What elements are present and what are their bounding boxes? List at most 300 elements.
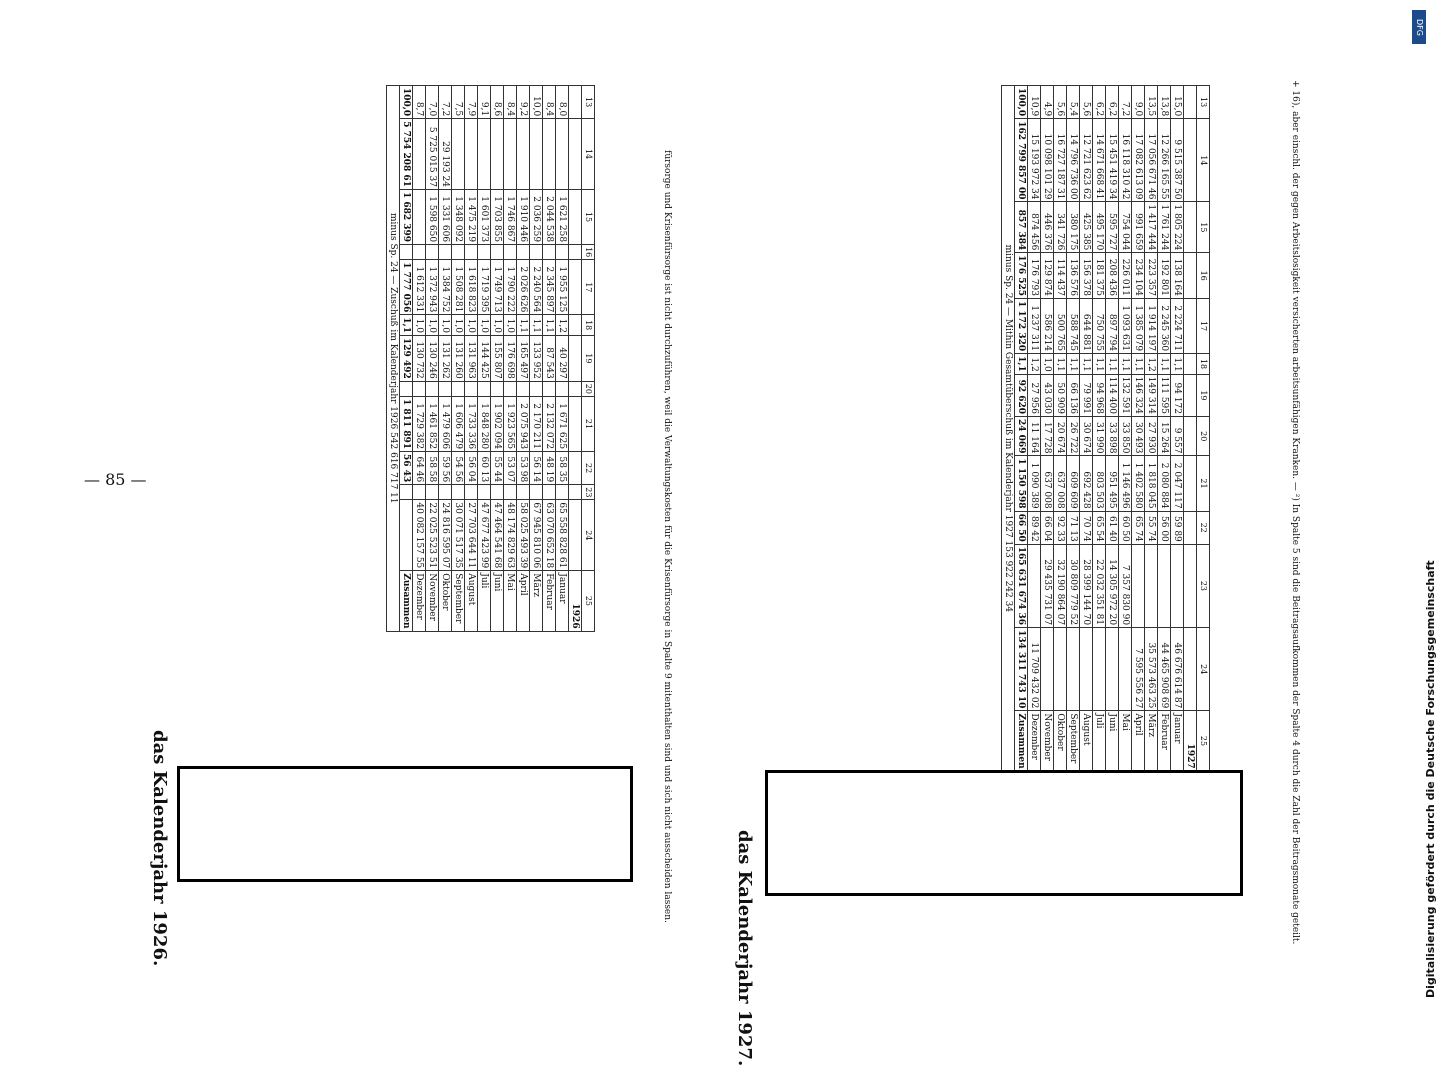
table-title-1926: das Kalenderjahr 1926. — [149, 730, 170, 967]
table-cell: 1,0 — [1041, 354, 1054, 375]
total-cell: 1 682 399 — [400, 189, 413, 244]
table-cell: 1,2 — [1028, 354, 1041, 375]
table-cell: 9 557 — [1171, 417, 1184, 456]
table-row — [543, 86, 556, 632]
table-cell: 26 722 — [1067, 417, 1080, 456]
table-cell: 111 595 — [1158, 374, 1171, 416]
month-cell: April — [1132, 711, 1145, 771]
table-cell: 874 456 — [1028, 202, 1041, 253]
table-cell — [452, 485, 465, 500]
table-cell: 79 991 — [1080, 374, 1093, 416]
total-cell: 134 311 743 10 — [1015, 628, 1028, 711]
table-cell: 7,9 — [465, 86, 478, 119]
table-row — [1106, 86, 1119, 772]
table-cell — [1184, 374, 1197, 416]
table-cell: 30 674 — [1080, 417, 1093, 456]
table-cell: 637 008 — [1041, 456, 1054, 511]
table-cell: 1,0 — [478, 315, 491, 336]
table-cell: 48 174 829 63 — [504, 500, 517, 571]
total-cell: 1 777 056 — [400, 260, 413, 315]
table-cell: 1 818 045 — [1145, 456, 1158, 511]
total-cell: 1,1 — [1015, 354, 1028, 375]
table-1927-container — [1001, 85, 1210, 772]
table-cell: 114 437 — [1054, 253, 1067, 299]
table-cell — [491, 119, 504, 190]
highlight-box-1926 — [177, 766, 633, 882]
table-cell: 495 170 — [1093, 202, 1106, 253]
table-cell: 40 297 — [556, 336, 569, 382]
table-cell — [439, 381, 452, 396]
table-cell: 67 945 810 06 — [530, 500, 543, 571]
table-cell: 1 372 943 — [426, 260, 439, 315]
table-cell: 58 35 — [556, 452, 569, 485]
month-cell: Januar — [556, 571, 569, 631]
table-cell: 144 425 — [478, 336, 491, 382]
table-cell: 14 671 668 41 — [1093, 119, 1106, 202]
table-cell: 10 098 101 29 — [1041, 119, 1054, 202]
table-cell — [1093, 628, 1106, 711]
table-cell: 28 399 144 70 — [1080, 544, 1093, 627]
table-cell — [1158, 544, 1171, 627]
column-number: 18 — [1197, 354, 1210, 375]
table-cell: 94 968 — [1093, 374, 1106, 416]
table-cell: 1,1 — [1106, 354, 1119, 375]
table-cell: 1 606 479 — [452, 396, 465, 451]
table-cell — [1184, 417, 1197, 456]
table-cell — [1184, 544, 1197, 627]
table-cell — [543, 245, 556, 260]
table-cell — [569, 315, 582, 336]
total-cell — [400, 381, 413, 396]
table-cell: 165 497 — [517, 336, 530, 382]
table-cell: 7,2 — [1119, 86, 1132, 119]
highlight-box-1927 — [765, 770, 1243, 896]
table-cell — [569, 396, 582, 451]
table-cell: 92 33 — [1054, 511, 1067, 544]
table-cell: 1,1 — [1093, 354, 1106, 375]
column-number: 25 — [1197, 711, 1210, 771]
table-cell: 2 240 564 — [530, 260, 543, 315]
table-cell — [1184, 119, 1197, 202]
table-cell — [413, 381, 426, 396]
table-cell: 133 952 — [530, 336, 543, 382]
table-cell: 20 674 — [1054, 417, 1067, 456]
month-cell: September — [1067, 711, 1080, 771]
table-cell: 47 677 423 99 — [478, 500, 491, 571]
month-cell: Mai — [1119, 711, 1132, 771]
table-cell — [426, 485, 439, 500]
month-cell: Oktober — [439, 571, 452, 631]
table-cell — [1132, 544, 1145, 627]
month-cell: Mai — [504, 571, 517, 631]
month-cell: März — [1145, 711, 1158, 771]
table-cell: 65 74 — [1132, 511, 1145, 544]
month-cell: Dezember — [413, 571, 426, 631]
table-cell — [426, 245, 439, 260]
table-cell — [478, 245, 491, 260]
table-cell: 17 728 — [1041, 417, 1054, 456]
table-cell — [413, 189, 426, 244]
table-cell: 43 030 — [1041, 374, 1054, 416]
table-cell — [543, 485, 556, 500]
table-cell: 59 89 — [1171, 511, 1184, 544]
table-cell — [491, 485, 504, 500]
footnote-1927: + 16), aber einschl. der gegen Arbeitslosigkeit versicherten arbeitsunfähigen Kranken. — ²) In Spalte 5 sind die Beitragsaufkommen der Spalte 4 durch die Zahl der Beitragsmonate geteilt. — [1290, 80, 1300, 945]
table-cell — [569, 119, 582, 190]
table-cell: 1,1 — [517, 315, 530, 336]
table-cell: 16 727 187 31 — [1054, 119, 1067, 202]
table-cell: 66 136 — [1067, 374, 1080, 416]
table-cell — [439, 485, 452, 500]
table-cell — [1106, 628, 1119, 711]
table-cell — [543, 381, 556, 396]
table-cell: 131 260 — [452, 336, 465, 382]
table-cell: 1,1 — [1171, 354, 1184, 375]
table-cell — [1041, 628, 1054, 711]
table-cell: 1,2 — [1145, 354, 1158, 375]
table-cell — [517, 381, 530, 396]
table-cell: 951 495 — [1106, 456, 1119, 511]
table-cell: 35 573 463 25 — [1145, 628, 1158, 711]
total-cell: 56 43 — [400, 452, 413, 485]
table-cell — [465, 245, 478, 260]
table-cell: 8,4 — [543, 86, 556, 119]
table-cell: 1 348 092 — [452, 189, 465, 244]
table-cell: 1,0 — [491, 315, 504, 336]
table-cell: 2 044 538 — [543, 189, 556, 244]
table-cell: 500 765 — [1054, 299, 1067, 354]
table-cell — [504, 245, 517, 260]
table-cell: 24 816 595 07 — [439, 500, 452, 571]
table-cell: 9,2 — [517, 86, 530, 119]
table-row — [1028, 86, 1041, 772]
table-cell: 66 04 — [1041, 511, 1054, 544]
column-number: 15 — [1197, 202, 1210, 253]
column-number: 13 — [582, 86, 595, 119]
table-row — [1041, 86, 1054, 772]
column-number: 17 — [582, 260, 595, 315]
table-cell — [1028, 544, 1041, 627]
table-cell — [530, 119, 543, 190]
table-cell: 1 475 219 — [465, 189, 478, 244]
month-cell: Februar — [1158, 711, 1171, 771]
table-cell: 1 805 224 — [1171, 202, 1184, 253]
table-cell: 234 104 — [1132, 253, 1145, 299]
table-cell — [569, 260, 582, 315]
table-cell — [530, 245, 543, 260]
table-cell: 8,7 — [413, 86, 426, 119]
table-cell: 156 378 — [1080, 253, 1093, 299]
total-cell — [400, 245, 413, 260]
dfg-logo: DFG — [1412, 10, 1426, 44]
table-cell: 33 850 — [1119, 417, 1132, 456]
column-number: 21 — [582, 396, 595, 451]
table-cell: 897 794 — [1106, 299, 1119, 354]
total-cell: 1,1 — [400, 315, 413, 336]
table-cell: 1 848 280 — [478, 396, 491, 451]
table-cell: 1,0 — [465, 315, 478, 336]
table-cell: 48 19 — [543, 452, 556, 485]
table-cell: 1,1 — [1132, 354, 1145, 375]
table-cell: 47 464 541 68 — [491, 500, 504, 571]
table-cell: 1 910 446 — [517, 189, 530, 244]
table-cell: 4,9 — [1041, 86, 1054, 119]
table-cell — [517, 119, 530, 190]
total-row — [400, 86, 413, 632]
total-cell — [400, 500, 413, 571]
table-row — [1093, 86, 1106, 772]
table-cell: 2 345 897 — [543, 260, 556, 315]
table-cell — [1171, 544, 1184, 627]
table-cell — [556, 381, 569, 396]
table-cell — [426, 381, 439, 396]
year-label: 1927 — [1184, 711, 1197, 771]
table-cell: 149 314 — [1145, 374, 1158, 416]
total-cell: Zusammen — [1015, 711, 1028, 771]
table-cell: 132 591 — [1119, 374, 1132, 416]
table-row — [1119, 86, 1132, 772]
table-cell: 1 479 606 — [439, 396, 452, 451]
total-cell: 24 069 — [1015, 417, 1028, 456]
table-cell: 8,0 — [556, 86, 569, 119]
table-cell: 58 025 493 39 — [517, 500, 530, 571]
table-cell: 1 402 580 — [1132, 456, 1145, 511]
table-cell: 1 719 395 — [478, 260, 491, 315]
table-cell: 58 58 — [426, 452, 439, 485]
table-cell: 5,6 — [1054, 86, 1067, 119]
table-cell: 803 503 — [1093, 456, 1106, 511]
table-cell: 136 576 — [1067, 253, 1080, 299]
table-cell: 50 909 — [1054, 374, 1067, 416]
table-cell — [504, 381, 517, 396]
column-number: 16 — [1197, 253, 1210, 299]
month-cell: April — [517, 571, 530, 631]
table-cell — [465, 119, 478, 190]
table-cell: 692 428 — [1080, 456, 1093, 511]
table-cell: 2 170 211 — [530, 396, 543, 451]
total-row — [1015, 86, 1028, 772]
table-cell: 30 071 517 35 — [452, 500, 465, 571]
table-cell — [413, 485, 426, 500]
table-cell: 131 262 — [439, 336, 452, 382]
table-cell: 27 956 — [1028, 374, 1041, 416]
table-cell: 425 385 — [1080, 202, 1093, 253]
table-cell: 1,0 — [504, 315, 517, 336]
footnote-1926: fürsorge und Krisenfürsorge ist nicht durchzuführen, weil die Verwaltungskosten für die Krisenfürsorge in Spalte 9 mitenthalten sind und sich nicht ausscheiden lassen. — [662, 150, 672, 923]
table-cell: 13,5 — [1145, 86, 1158, 119]
table-cell: 130 246 — [426, 336, 439, 382]
table-row — [452, 86, 465, 632]
table-cell: 1 601 373 — [478, 189, 491, 244]
table-cell: 11 164 — [1028, 417, 1041, 456]
table-cell: 32 190 864 07 — [1054, 544, 1067, 627]
column-number: 22 — [582, 452, 595, 485]
table-cell: 7 357 830 90 — [1119, 544, 1132, 627]
table-cell: 1 461 852 — [426, 396, 439, 451]
table-cell: 155 807 — [491, 336, 504, 382]
table-cell: 2 245 360 — [1158, 299, 1171, 354]
table-cell: 1 902 094 — [491, 396, 504, 451]
table-cell: 46 676 614 87 — [1171, 628, 1184, 711]
summary-note: minus Sp. 24 — Zuschuß im Kalenderjahr 1926 542 616 717 11 — [387, 86, 400, 632]
table-cell — [1080, 628, 1093, 711]
table-cell — [530, 485, 543, 500]
table-cell: 130 732 — [413, 336, 426, 382]
table-cell — [1067, 628, 1080, 711]
table-cell: 1 955 125 — [556, 260, 569, 315]
table-cell: 13,8 — [1158, 86, 1171, 119]
table-cell: 15 451 419 34 — [1106, 119, 1119, 202]
table-row — [530, 86, 543, 632]
table-cell — [478, 381, 491, 396]
table-cell — [556, 485, 569, 500]
table-cell: 29 435 731 07 — [1041, 544, 1054, 627]
total-cell: 1 150 598 — [1015, 456, 1028, 511]
table-cell — [504, 119, 517, 190]
table-cell — [517, 485, 530, 500]
column-number: 19 — [582, 336, 595, 382]
month-cell: August — [465, 571, 478, 631]
table-1927 — [1001, 85, 1210, 772]
column-number: 21 — [1197, 456, 1210, 511]
month-cell: Juli — [478, 571, 491, 631]
table-cell: 22 025 523 51 — [426, 500, 439, 571]
table-cell: 1,1 — [1158, 354, 1171, 375]
table-cell: 2 080 884 — [1158, 456, 1171, 511]
total-cell: 100,0 — [400, 86, 413, 119]
total-cell: 857 384 — [1015, 202, 1028, 253]
table-cell: 17 082 613 09 — [1132, 119, 1145, 202]
table-cell: 1,0 — [452, 315, 465, 336]
table-cell: 2 036 259 — [530, 189, 543, 244]
total-cell: 176 525 — [1015, 253, 1028, 299]
table-cell — [504, 485, 517, 500]
table-cell: 1 761 244 — [1158, 202, 1171, 253]
table-cell: 176 793 — [1028, 253, 1041, 299]
table-row — [1145, 86, 1158, 772]
table-cell: 14 796 736 00 — [1067, 119, 1080, 202]
table-cell: 644 881 — [1080, 299, 1093, 354]
table-cell: 15 264 — [1158, 417, 1171, 456]
table-cell: 176 698 — [504, 336, 517, 382]
table-cell: 65 54 — [1093, 511, 1106, 544]
table-cell: 30 809 779 52 — [1067, 544, 1080, 627]
table-1926 — [386, 85, 595, 632]
table-cell: 146 324 — [1132, 374, 1145, 416]
table-cell — [1184, 628, 1197, 711]
table-cell — [517, 245, 530, 260]
table-cell: 12 721 623 62 — [1080, 119, 1093, 202]
table-row — [1171, 86, 1184, 772]
table-cell: 2 224 711 — [1171, 299, 1184, 354]
table-cell: 27 930 — [1145, 417, 1158, 456]
column-number: 19 — [1197, 374, 1210, 416]
table-cell: 15,0 — [1171, 86, 1184, 119]
column-number: 20 — [582, 381, 595, 396]
table-cell: 1,1 — [543, 315, 556, 336]
table-cell — [1184, 354, 1197, 375]
table-cell: 595 727 — [1106, 202, 1119, 253]
table-cell: 181 375 — [1093, 253, 1106, 299]
table-cell — [1184, 86, 1197, 119]
table-cell: 1 923 565 — [504, 396, 517, 451]
table-cell: 1 090 389 — [1028, 456, 1041, 511]
column-number: 13 — [1197, 86, 1210, 119]
table-cell: 7,5 — [452, 86, 465, 119]
table-cell: 129 874 — [1041, 253, 1054, 299]
table-cell: 1 237 311 — [1028, 299, 1041, 354]
table-cell: 586 214 — [1041, 299, 1054, 354]
month-cell: August — [1080, 711, 1093, 771]
column-number: 25 — [582, 571, 595, 631]
total-cell — [400, 485, 413, 500]
table-cell: 1 746 867 — [504, 189, 517, 244]
table-cell: 1 621 258 — [556, 189, 569, 244]
table-cell — [465, 381, 478, 396]
table-cell: 6,2 — [1106, 86, 1119, 119]
column-number: 24 — [1197, 628, 1210, 711]
table-cell: 2 026 626 — [517, 260, 530, 315]
table-cell: 53 98 — [517, 452, 530, 485]
table-cell: 1,1 — [1054, 354, 1067, 375]
table-cell — [465, 485, 478, 500]
table-cell — [491, 245, 504, 260]
table-cell: 5,4 — [1067, 86, 1080, 119]
table-row — [1054, 86, 1067, 772]
table-1926-container — [386, 85, 595, 632]
table-cell — [569, 189, 582, 244]
table-cell: 1,0 — [413, 315, 426, 336]
table-row — [426, 86, 439, 632]
table-cell: 40 082 157 55 — [413, 500, 426, 571]
table-cell: 89 42 — [1028, 511, 1041, 544]
table-cell: 131 963 — [465, 336, 478, 382]
table-cell: 637 008 — [1054, 456, 1067, 511]
table-cell: 609 609 — [1067, 456, 1080, 511]
table-cell: 1 729 382 — [413, 396, 426, 451]
table-cell: 5 725 015 37 — [426, 119, 439, 190]
table-cell: 56 04 — [465, 452, 478, 485]
column-number: 14 — [1197, 119, 1210, 202]
table-cell: 138 164 — [1171, 253, 1184, 299]
table-cell: 71 13 — [1067, 511, 1080, 544]
table-cell — [1184, 299, 1197, 354]
month-cell: Oktober — [1054, 711, 1067, 771]
column-number: 15 — [582, 189, 595, 244]
table-cell — [413, 119, 426, 190]
table-cell: 1 914 197 — [1145, 299, 1158, 354]
table-cell — [556, 245, 569, 260]
total-cell: 1 811 891 — [400, 396, 413, 451]
table-cell: 60 13 — [478, 452, 491, 485]
table-cell: 1,2 — [556, 315, 569, 336]
table-cell — [543, 119, 556, 190]
total-cell: 100,0 — [1015, 86, 1028, 119]
table-cell: 341 726 — [1054, 202, 1067, 253]
table-cell: 2 075 943 — [517, 396, 530, 451]
column-number: 20 — [1197, 417, 1210, 456]
table-cell: 15 193 972 34 — [1028, 119, 1041, 202]
table-cell: 380 175 — [1067, 202, 1080, 253]
table-cell — [452, 245, 465, 260]
table-cell — [569, 336, 582, 382]
table-cell: 1 749 713 — [491, 260, 504, 315]
table-cell: 6,2 — [1093, 86, 1106, 119]
table-cell: 1 790 222 — [504, 260, 517, 315]
table-cell: 9,0 — [1132, 86, 1145, 119]
table-cell: 1 618 823 — [465, 260, 478, 315]
column-number: 23 — [582, 485, 595, 500]
